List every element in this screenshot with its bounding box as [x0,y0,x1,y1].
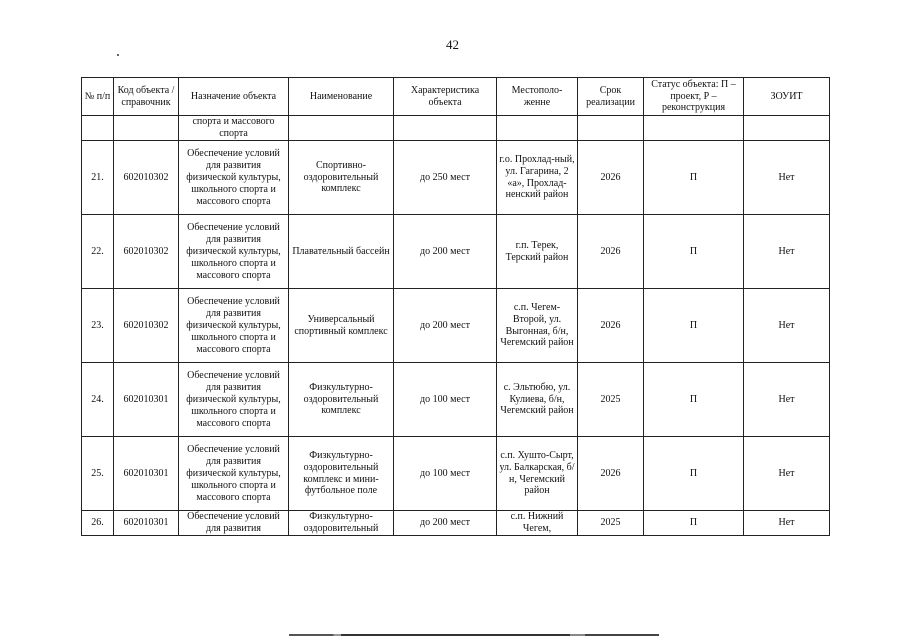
cell-location: с.п. Хушто-Сырт, ул. Балкарская, б/н, Чегемский район [497,437,578,511]
cell-name: Плавательный бассейн [289,215,394,289]
cell-zouit: Нет [744,511,830,536]
cell-empty [394,116,497,141]
cell-name: Физкультурно-оздоровительный комплекс и мини-футбольное поле [289,437,394,511]
cell-num: 21. [82,141,114,215]
cell-characteristic: до 100 мест [394,437,497,511]
cell-purpose: Обеспечение условий для развития физической культуры, школьного спорта и массового спорта [179,215,289,289]
cell-name: Спортивно-оздоровительный комплекс [289,141,394,215]
cell-location: г.п. Терек, Терский район [497,215,578,289]
header-name: Наименование [289,78,394,116]
cell-name: Физкультурно-оздоровительный [289,511,394,536]
cell-name: Физкультурно-оздоровительный комплекс [289,363,394,437]
cell-status: П [644,289,744,363]
cell-code: 602010301 [114,437,179,511]
table-row [82,437,830,511]
cell-characteristic: до 200 мест [394,289,497,363]
header-characteristic: Характеристика объекта [394,78,497,116]
cell-num: 25. [82,437,114,511]
cell-zouit: Нет [744,437,830,511]
cell-purpose: Обеспечение условий для развития [179,511,289,536]
objects-table [81,77,830,536]
table-row [82,363,830,437]
header-code: Код объекта / справочник [114,78,179,116]
cell-term: 2025 [578,363,644,437]
cell-code: 602010302 [114,289,179,363]
cell-characteristic: до 200 мест [394,511,497,536]
header-purpose: Назначение объекта [179,78,289,116]
cell-term: 2026 [578,141,644,215]
cell-term: 2025 [578,511,644,536]
cell-code: 602010301 [114,363,179,437]
cell-status: П [644,215,744,289]
cell-purpose: Обеспечение условий для развития физической культуры, школьного спорта и массового спорта [179,437,289,511]
cell-characteristic: до 250 мест [394,141,497,215]
page-number: 42 [446,37,459,52]
cell-empty [289,116,394,141]
cell-term: 2026 [578,215,644,289]
cell-num: 26. [82,511,114,536]
cell-empty [578,116,644,141]
cell-num: 23. [82,289,114,363]
cell-empty [114,116,179,141]
header-num: № п/п [82,78,114,116]
cell-location: с.п. Чегем-Второй, ул. Выгонная, б/н, Чегемский район [497,289,578,363]
cell-characteristic: до 200 мест [394,215,497,289]
cell-purpose: спорта и массового спорта [179,116,289,141]
cell-purpose: Обеспечение условий для развития физической культуры, школьного спорта и массового спорта [179,141,289,215]
table-header-row [82,78,830,116]
cell-empty [744,116,830,141]
cell-purpose: Обеспечение условий для развития физической культуры, школьного спорта и массового спорта [179,363,289,437]
cell-zouit: Нет [744,215,830,289]
header-term: Срок реализации [578,78,644,116]
header-location: Местополо-женне [497,78,578,116]
cell-term: 2026 [578,437,644,511]
table-row-continuation [82,116,830,141]
cell-code: 602010302 [114,215,179,289]
table-row [82,215,830,289]
cell-status: П [644,511,744,536]
cell-name: Универсальный спортивный комплекс [289,289,394,363]
header-zouit: ЗОУИТ [744,78,830,116]
header-status: Статус объекта: П – проект, Р – реконструкция [644,78,744,116]
table-row [82,141,830,215]
cell-num: 24. [82,363,114,437]
cell-zouit: Нет [744,289,830,363]
scan-speck [117,54,119,56]
cell-code: 602010302 [114,141,179,215]
cell-location: г.о. Прохлад-ный, ул. Гагарина, 2 «а», Прохлад-ненский район [497,141,578,215]
cell-location: с.п. Нижний Чегем, [497,511,578,536]
cell-status: П [644,437,744,511]
cell-num: 22. [82,215,114,289]
cell-purpose: Обеспечение условий для развития физической культуры, школьного спорта и массового спорта [179,289,289,363]
cell-zouit: Нет [744,363,830,437]
cell-zouit: Нет [744,141,830,215]
cell-location: с. Эльтюбю, ул. Кулиева, б/н, Чегемский район [497,363,578,437]
cell-code: 602010301 [114,511,179,536]
cell-status: П [644,141,744,215]
cell-empty [82,116,114,141]
cell-characteristic: до 100 мест [394,363,497,437]
cell-term: 2026 [578,289,644,363]
table-row [82,289,830,363]
scan-footer-line [289,634,659,636]
cell-empty [497,116,578,141]
table-row [82,511,830,536]
cell-empty [644,116,744,141]
cell-status: П [644,363,744,437]
